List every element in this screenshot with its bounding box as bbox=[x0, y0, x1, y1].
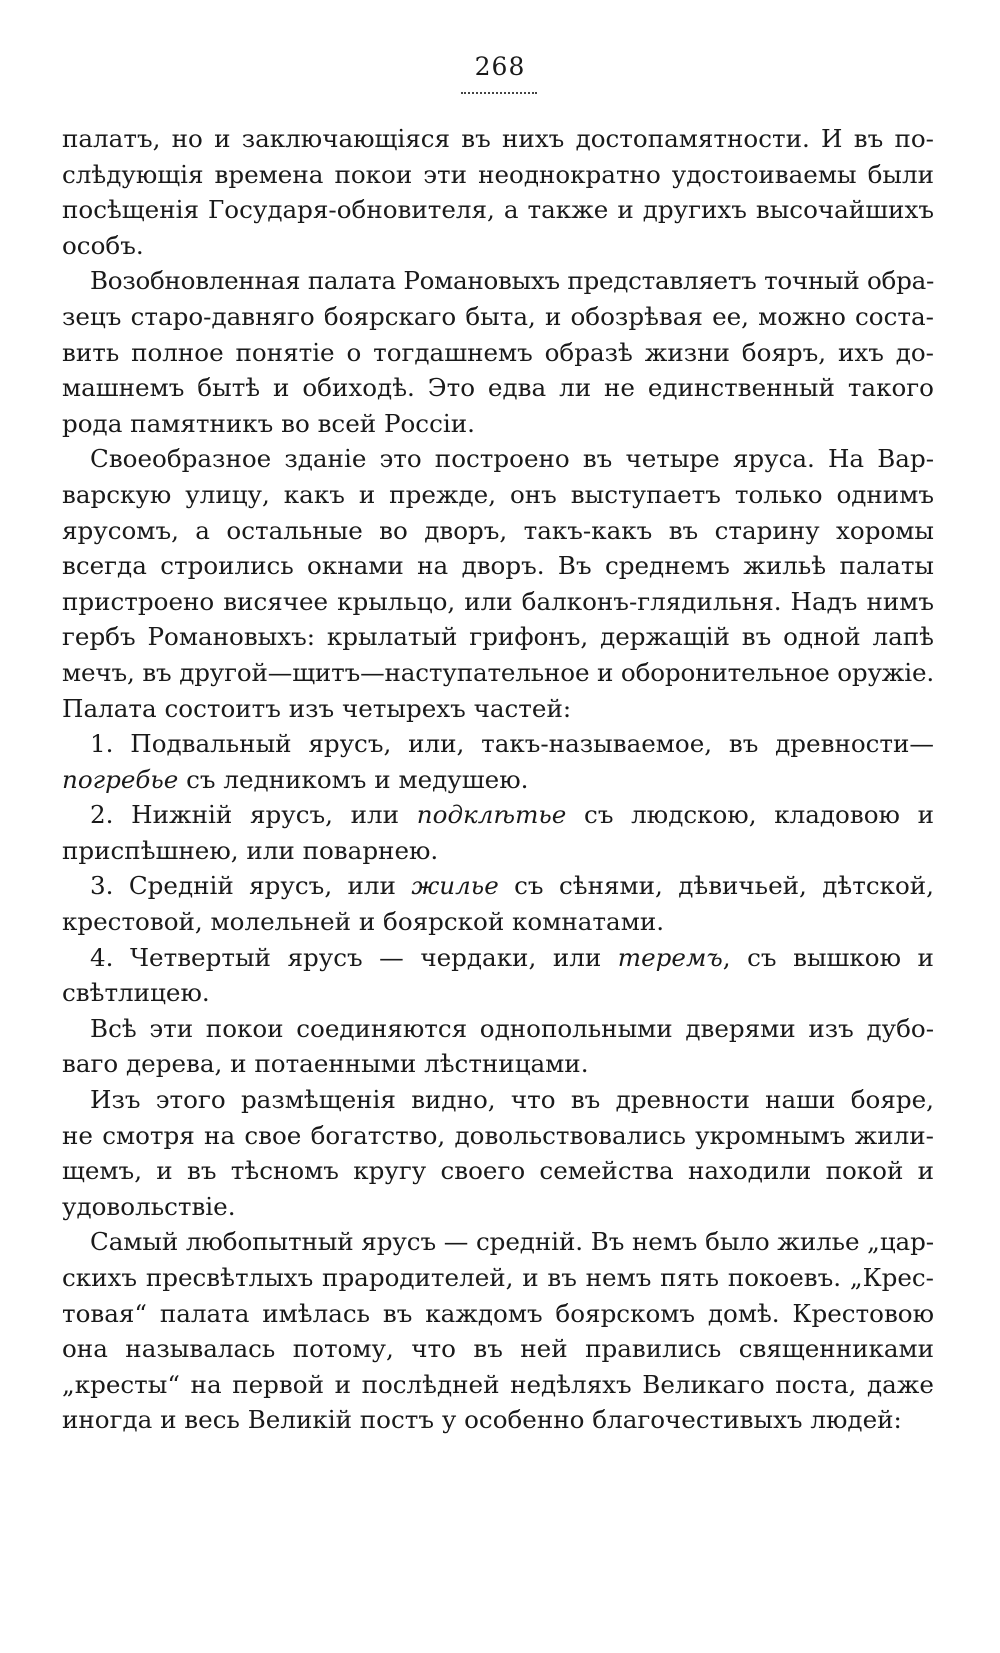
page-number-underline bbox=[461, 92, 537, 94]
text-line: 4. Четвертый ярусъ — чердаки, или теремъ, съ вышкою и bbox=[90, 942, 934, 972]
text-line: Самый любопытный ярусъ — средній. Въ немъ было жилье „цар- bbox=[90, 1227, 935, 1257]
text-line: слѣдующія времена покои эти неоднократно удостоиваемы были bbox=[62, 159, 934, 189]
italic-term: жилье bbox=[411, 871, 499, 901]
text-line: ярусомъ, а остальные во дворъ, такъ-какъ въ старину хоромы bbox=[62, 515, 934, 545]
text-line: 3. Средній ярусъ, или жилье съ сѣнями, дѣвичьей, дѣтской, bbox=[90, 871, 934, 901]
text-line: удовольствіе. bbox=[62, 1191, 236, 1221]
text-line: 1. Подвальный ярусъ, или, такъ-называемое, въ древности— bbox=[90, 729, 935, 759]
text-line: не смотря на свое богатство, довольствовались укромнымъ жили- bbox=[62, 1120, 934, 1150]
text-line: вить полное понятіе о тогдашнемъ образѣ жизни бояръ, ихъ до- bbox=[62, 337, 934, 367]
text-line: Палата состоитъ изъ четырехъ частей: bbox=[62, 693, 572, 723]
text-line: погребье съ ледникомъ и медушею. bbox=[62, 764, 529, 794]
body-text bbox=[62, 121, 934, 1438]
text-line: мечъ, въ другой—щитъ—наступательное и оборонительное оружіе. bbox=[62, 657, 935, 687]
text-line: машнемъ бытѣ и обиходѣ. Это едва ли не единственный такого bbox=[62, 373, 934, 403]
text-line: особъ. bbox=[62, 230, 144, 260]
text-line: крестовой, молельней и боярской комнатами. bbox=[62, 907, 665, 937]
text-line: иногда и весь Великій постъ у особенно благочестивыхъ людей: bbox=[62, 1405, 902, 1435]
italic-term: теремъ bbox=[617, 942, 723, 972]
text-line: всегда строились окнами на дворъ. Въ среднемъ жильѣ палаты bbox=[62, 551, 934, 581]
text-line: ваго дерева, и потаенными лѣстницами. bbox=[62, 1049, 589, 1079]
text-line: товая“ палата имѣлась въ каждомъ боярскомъ домѣ. Крестовою bbox=[62, 1298, 935, 1328]
text-line: Своеобразное зданіе это построено въ четыре яруса. На Вар- bbox=[90, 444, 934, 474]
italic-term: подклѣтье bbox=[416, 800, 567, 830]
page-number: 268 bbox=[474, 52, 526, 81]
text-line: гербъ Романовыхъ: крылатый грифонъ, держащій въ одной лапѣ bbox=[62, 622, 935, 652]
text-line: пристроено висячее крыльцо, или балконъ-глядильня. Надъ нимъ bbox=[62, 586, 935, 616]
text-line: приспѣшнею, или поварнею. bbox=[62, 835, 439, 865]
text-line: 2. Нижній ярусъ, или подклѣтье съ людскою, кладовою и bbox=[90, 800, 935, 830]
italic-term: погребье bbox=[62, 764, 179, 794]
text-line: зецъ старо-давняго боярскаго быта, и обозрѣвая ее, можно соста- bbox=[62, 301, 934, 331]
text-line: она называлась потому, что въ ней правились священниками bbox=[62, 1334, 935, 1364]
text-line: рода памятникъ во всей Россіи. bbox=[62, 408, 475, 438]
text-line: посѣщенія Государя-обновителя, а также и другихъ высочайшихъ bbox=[62, 195, 934, 225]
text-line: Возобновленная палата Романовыхъ представляетъ точный обра- bbox=[90, 266, 934, 296]
text-line: „кресты“ на первой и послѣдней недѣляхъ Великаго поста, даже bbox=[62, 1369, 934, 1399]
text-line: Всѣ эти покои соединяются однопольными дверями изъ дубо- bbox=[90, 1013, 935, 1043]
text-line: палатъ, но и заключающіяся въ нихъ достопамятности. И въ по- bbox=[62, 124, 934, 153]
text-line: свѣтлицею. bbox=[62, 978, 210, 1008]
text-line: скихъ пресвѣтлыхъ прародителей, и въ немъ пять покоевъ. „Крес- bbox=[62, 1263, 934, 1292]
text-line: Изъ этого размѣщенія видно, что въ древности наши бояре, bbox=[90, 1085, 934, 1115]
text-line: щемъ, и въ тѣсномъ кругу своего семейства находили покой и bbox=[62, 1156, 935, 1186]
text-line: варскую улицу, какъ и прежде, онъ выступаетъ только однимъ bbox=[62, 479, 934, 509]
